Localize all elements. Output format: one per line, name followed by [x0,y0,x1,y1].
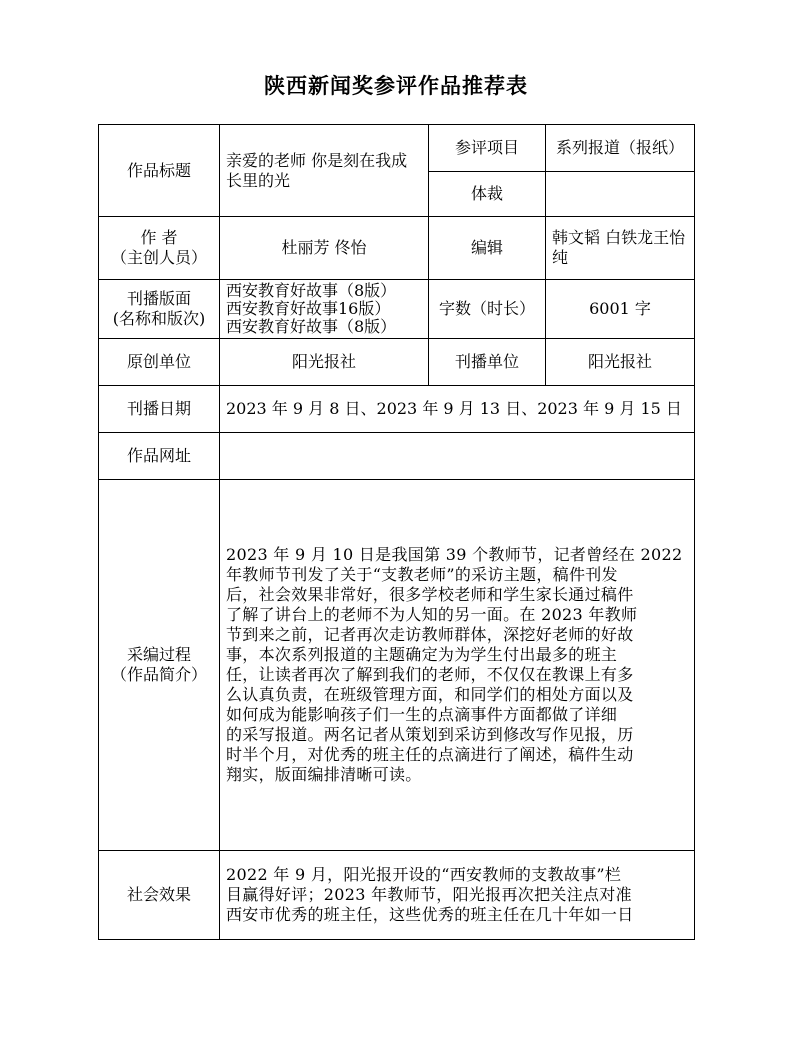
process-text [220,480,695,851]
row-url [99,433,695,480]
effect-line: 西安市优秀的班主任，这些优秀的班主任在几十年如一日 [226,905,634,924]
publish-date-label: 刊播日期 [99,386,220,433]
row-author [99,217,695,280]
process-label [99,480,220,851]
origin-unit-label: 原创单位 [99,339,220,386]
page-title: 陕西新闻奖参评作品推荐表 [264,74,528,98]
edition-value-item: 西安教育好故事（8版） [226,281,397,300]
publish-date-value: 2023 年 9 月 8 日、2023 年 9 月 13 日、2023 年 9 月 15 日 [220,386,695,433]
url-label: 作品网址 [99,433,220,480]
author-value: 杜丽芳 佟怡 [220,217,429,280]
process-line: 翔实，版面编排清晰可读。 [226,765,422,784]
row-edition [99,280,695,339]
publish-unit-label: 刊播单位 [429,339,546,386]
process-line: 节到来之前，记者再次走访教师群体，深挖好老师的好故 [226,625,634,644]
row-units [99,339,695,386]
process-line: 了解了讲台上的老师不为人知的另一面。在 2023 年教师 [226,605,638,624]
process-line: 2023 年 9 月 10 日是我国第 39 个教师节，记者曾经在 2022 [226,545,683,564]
origin-unit-value: 阳光报社 [220,339,429,386]
row-publish-date [99,386,695,433]
row-process [99,480,695,851]
edition-label [99,280,220,339]
process-line: 后，社会效果非常好，很多学校老师和学生家长通过稿件 [226,585,634,604]
process-line: 年教师节刊发了关于“支教老师”的采访主题，稿件刊发 [226,565,618,584]
process-label-line1: 采编过程 [126,645,191,664]
genre-value [546,172,695,217]
work-title-value: 亲爱的老师 你是刻在我成长里的光 [220,125,429,217]
process-line: 事，本次系列报道的主题确定为为学生付出最多的班主 [226,645,618,664]
effect-text [220,851,695,940]
effect-label: 社会效果 [99,851,220,940]
editor-label: 编辑 [429,217,546,280]
recommendation-form-table [98,124,695,940]
wordcount-label: 字数（时长） [429,280,546,339]
process-line: 任，让读者再次了解到我们的老师，不仅仅在教课上有多 [226,665,634,684]
edition-label-line1: 刊播版面 [126,289,191,308]
category-label: 参评项目 [429,125,546,172]
publish-unit-value: 阳光报社 [546,339,695,386]
genre-label: 体裁 [429,172,546,217]
author-label [99,217,220,280]
row-social-effect [99,851,695,940]
effect-line: 2022 年 9 月，阳光报开设的“西安教师的支教故事”栏 [226,865,622,884]
process-line: 么认真负责，在班级管理方面，和同学们的相处方面以及 [226,685,634,704]
category-value: 系列报道（报纸） [546,125,695,172]
url-value [220,433,695,480]
process-line: 的采写报道。两名记者从策划到采访到修改写作见报，历 [226,725,634,744]
wordcount-value: 6001 字 [546,280,695,339]
process-line: 如何成为能影响孩子们一生的点滴事件方面都做了详细 [226,705,618,724]
edition-value-item: 西安教育好故事（8版） [226,317,397,336]
edition-value [220,280,429,339]
author-label-line1: 作 者 [140,228,178,247]
work-title-label: 作品标题 [99,125,220,217]
edition-label-line2: (名称和版次) [112,309,206,328]
process-line: 时半个月，对优秀的班主任的点滴进行了阐述，稿件生动 [226,745,634,764]
row-work-title [99,125,695,172]
edition-value-item: 西安教育好故事16版） [226,299,391,318]
process-label-line2: （作品简介） [110,665,207,684]
editor-value: 韩文韬 白铁龙王怡纯 [546,217,695,280]
author-label-line2: （主创人员） [110,248,207,267]
effect-line: 目赢得好评；2023 年教师节，阳光报再次把关注点对准 [226,885,632,904]
